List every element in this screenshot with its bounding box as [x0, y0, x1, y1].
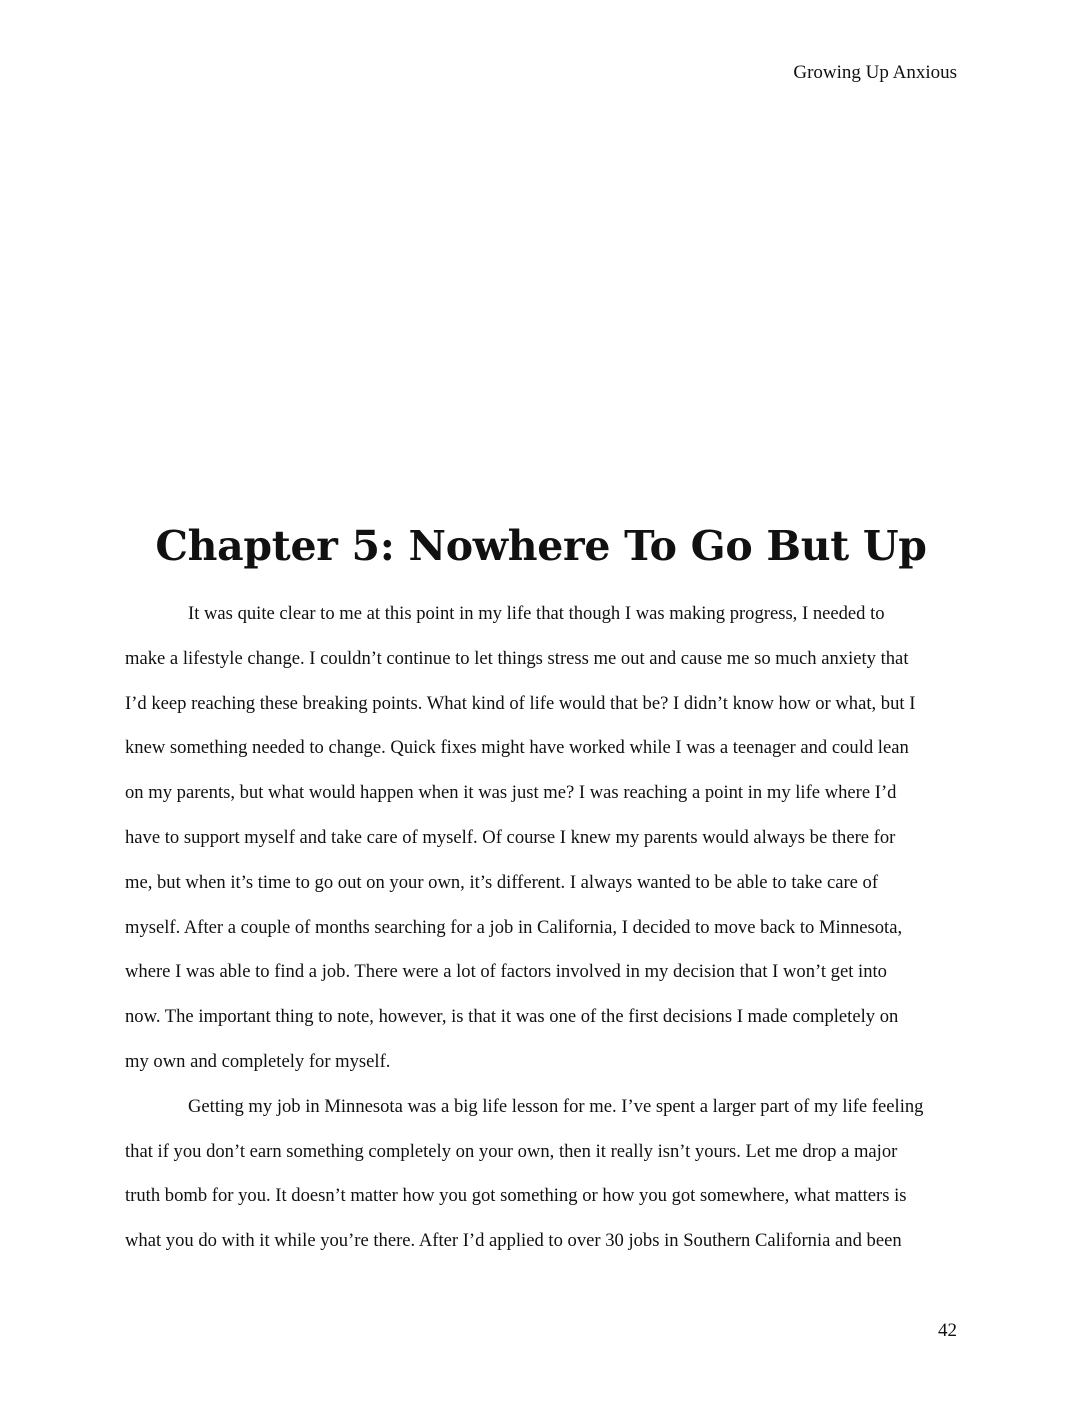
paragraph-line: my own and completely for myself. — [125, 1050, 391, 1072]
paragraph-line: knew something needed to change. Quick fixes might have worked while I was a teenager and could lean — [125, 737, 909, 759]
body-text — [125, 592, 957, 1264]
paragraph-line: on my parents, but what would happen when it was just me? I was reaching a point in my life where I’d — [125, 782, 897, 804]
chapter-title: Chapter 5: Nowhere To Go But Up — [155, 522, 927, 570]
paragraph-line: me, but when it’s time to go out on your own, it’s different. I always wanted to be able to take care of — [125, 871, 879, 893]
paragraph-line: Getting my job in Minnesota was a big life lesson for me. I’ve spent a larger part of my life feeling — [188, 1095, 924, 1117]
paragraph-line: myself. After a couple of months searching for a job in California, I decided to move back to Minnesota, — [125, 916, 903, 938]
paragraph-line: It was quite clear to me at this point in my life that though I was making progress, I needed to — [188, 603, 885, 624]
paragraph-line: what you do with it while you’re there. After I’d applied to over 30 jobs in Southern California and been — [125, 1230, 902, 1252]
paragraph-line: truth bomb for you. It doesn’t matter how you got something or how you got somewhere, what matters is — [125, 1185, 907, 1207]
paragraph-line: now. The important thing to note, however, is that it was one of the first decisions I made completely on — [125, 1006, 899, 1028]
paragraph-line: I’d keep reaching these breaking points. What kind of life would that be? I didn’t know how or what, but I — [125, 692, 916, 714]
page-number: 42 — [938, 1320, 957, 1341]
paragraph-line: that if you don’t earn something completely on your own, then it really isn’t yours. Let me drop a major — [125, 1140, 898, 1162]
running-header: Growing Up Anxious — [793, 62, 957, 83]
paragraph-line: make a lifestyle change. I couldn’t continue to let things stress me out and cause me so much anxiety that — [125, 647, 909, 669]
paragraph-line: have to support myself and take care of myself. Of course I knew my parents would always be there for — [125, 826, 896, 848]
paragraph-line: where I was able to find a job. There were a lot of factors involved in my decision that I won’t get into — [125, 961, 887, 983]
